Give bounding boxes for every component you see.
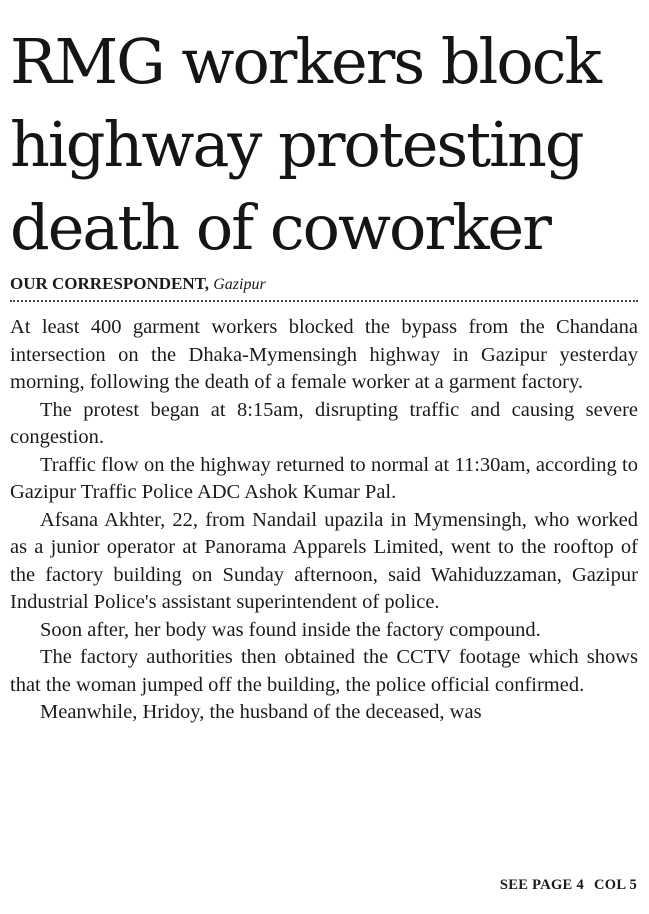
article <box>10 20 638 727</box>
paragraph-6: The factory authorities then obtained the CCTV footage which shows that the woman jumped off the building, the police official confirmed. <box>10 646 638 696</box>
byline-place: Gazipur <box>213 276 266 293</box>
paragraph-4: Afsana Akhter, 22, from Nandail upazila in Mymensingh, who worked as a junior operator at Panorama Apparels Limited, went to the rooftop of the factory building on Sunday afternoon, said Wahiduzzaman, Gazipur Industrial Police's assistant superintendent of police. <box>10 508 638 613</box>
paragraph-2: The protest began at 8:15am, disrupting traffic and causing severe congestion. <box>10 398 638 448</box>
continuation-page: SEE PAGE 4 <box>499 877 584 893</box>
paragraph-3: Traffic flow on the highway returned to normal at 11:30am, according to Gazipur Traffic Police ADC Ashok Kumar Pal. <box>10 453 638 503</box>
paragraph-7: Meanwhile, Hridoy, the husband of the deceased, was <box>40 701 482 723</box>
headline: RMG workers block highway protesting death of coworker <box>10 25 600 264</box>
byline <box>10 273 638 297</box>
paragraph-5: Soon after, her body was found inside the factory compound. <box>40 618 541 641</box>
continuation-column: COL 5 <box>594 877 637 893</box>
continuation-note <box>500 877 637 894</box>
byline-author: OUR CORRESPONDENT, <box>10 274 209 293</box>
article-body <box>10 314 638 727</box>
dotted-divider <box>10 300 638 302</box>
paragraph-1: At least 400 garment workers blocked the bypass from the Chandana intersection on the Dhaka-Mymensingh highway in Gazipur yesterday morning, following the death of a female worker at a garment factory. <box>10 316 638 393</box>
